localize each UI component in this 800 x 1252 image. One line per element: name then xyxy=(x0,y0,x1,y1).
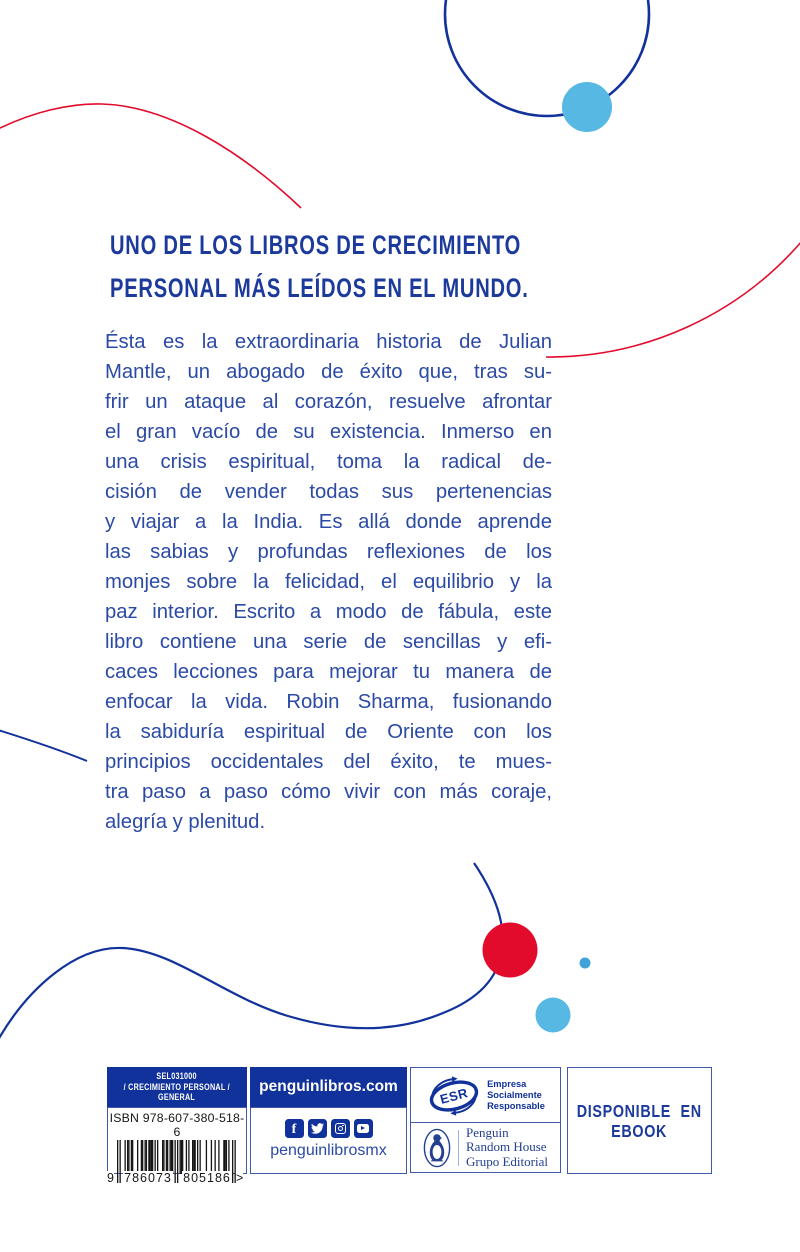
barcode-digits-group1: 786073 xyxy=(124,1171,172,1185)
bisac-subcategory: GENERAL xyxy=(158,1092,196,1103)
bisac-imprint-box xyxy=(107,1067,247,1107)
synopsis-paragraph xyxy=(105,327,552,837)
youtube-icon xyxy=(354,1119,373,1138)
esr-text: Empresa Socialmente Responsable xyxy=(487,1079,545,1111)
synopsis-line: y viajar a la India. Es allá donde aprende xyxy=(105,511,552,533)
isbn-label: ISBN 978-607-380-518-6 xyxy=(109,1111,245,1139)
synopsis-line: la sabiduría espiritual de Oriente con los xyxy=(105,721,552,743)
synopsis-line: paz interior. Escrito a modo de fábula, este xyxy=(105,601,552,623)
bottom-small-blue-dot xyxy=(580,958,591,969)
instagram-icon xyxy=(331,1119,350,1138)
mid-left-blue-arc xyxy=(0,730,87,761)
tagline-line-1: UNO DE LOS LIBROS DE CRECIMIENTO xyxy=(110,230,522,260)
barcode-digits-group2: 805186 xyxy=(183,1171,231,1185)
bottom-lightblue-circle xyxy=(536,998,571,1033)
synopsis-line: una crisis espiritual, toma la radical de- xyxy=(105,451,552,473)
synopsis-line: libro contiene una serie de sencillas y efi- xyxy=(105,631,552,653)
barcode xyxy=(109,1140,245,1186)
synopsis-line: las sabias y profundas reflexiones de los xyxy=(105,541,552,563)
website-box xyxy=(250,1067,407,1107)
twitter-icon xyxy=(308,1119,327,1138)
bottom-red-circle xyxy=(483,923,538,978)
publisher-text: Penguin Random House Grupo Editorial xyxy=(466,1124,548,1169)
ebook-availability-box xyxy=(567,1067,712,1174)
top-circle-outline xyxy=(445,0,649,116)
penguin-logo-icon xyxy=(423,1128,451,1168)
publisher-divider xyxy=(458,1130,459,1166)
synopsis-line: frir un ataque al corazón, resuelve afrontar xyxy=(105,391,552,413)
website-url: penguinlibros.com xyxy=(259,1078,398,1095)
barcode-digit-left: 9 xyxy=(107,1171,114,1185)
social-box xyxy=(250,1107,407,1174)
social-handle: penguinlibrosmx xyxy=(270,1142,387,1159)
isbn-barcode-box xyxy=(107,1107,247,1185)
ebook-line-2: EBOOK xyxy=(611,1120,668,1141)
barcode-suffix: > xyxy=(236,1171,244,1185)
svg-text:ESR: ESR xyxy=(438,1084,470,1107)
esr-logo xyxy=(426,1075,482,1117)
synopsis-line: caces lecciones para mejorar tu manera de xyxy=(105,661,552,683)
bisac-code: SEL031000 xyxy=(156,1071,198,1082)
ebook-line-1: DISPONIBLE EN xyxy=(576,1100,703,1121)
synopsis-line: monjes sobre la felicidad, el equilibrio y la xyxy=(105,571,552,593)
facebook-icon: f xyxy=(285,1119,304,1138)
bisac-category: / CRECIMIENTO PERSONAL / xyxy=(123,1081,231,1092)
tagline-line-2: PERSONAL MÁS LEÍDOS EN EL MUNDO. xyxy=(110,273,529,303)
synopsis-line: tra paso a paso cómo vivir con más coraje, xyxy=(105,781,552,803)
bottom-blue-wave xyxy=(0,863,503,1040)
synopsis-line: principios occidentales del éxito, te mues- xyxy=(105,751,552,773)
top-lightblue-dot xyxy=(562,82,612,132)
synopsis-line: Mantle, un abogado de éxito que, tras su- xyxy=(105,361,552,383)
synopsis-line: enfocar la vida. Robin Sharma, fusionando xyxy=(105,691,552,713)
tagline xyxy=(110,224,661,310)
social-icons-row xyxy=(251,1119,406,1138)
top-left-red-arc xyxy=(0,104,301,208)
publisher-box xyxy=(410,1122,561,1173)
synopsis-line: el gran vacío de su existencia. Inmerso en xyxy=(105,421,552,443)
esr-box xyxy=(410,1067,561,1124)
synopsis-line: Ésta es la extraordinaria historia de Julian xyxy=(105,331,552,353)
synopsis-line: cisión de vender todas sus pertenencias xyxy=(105,481,552,503)
synopsis-line: alegría y plenitud. xyxy=(105,811,266,833)
